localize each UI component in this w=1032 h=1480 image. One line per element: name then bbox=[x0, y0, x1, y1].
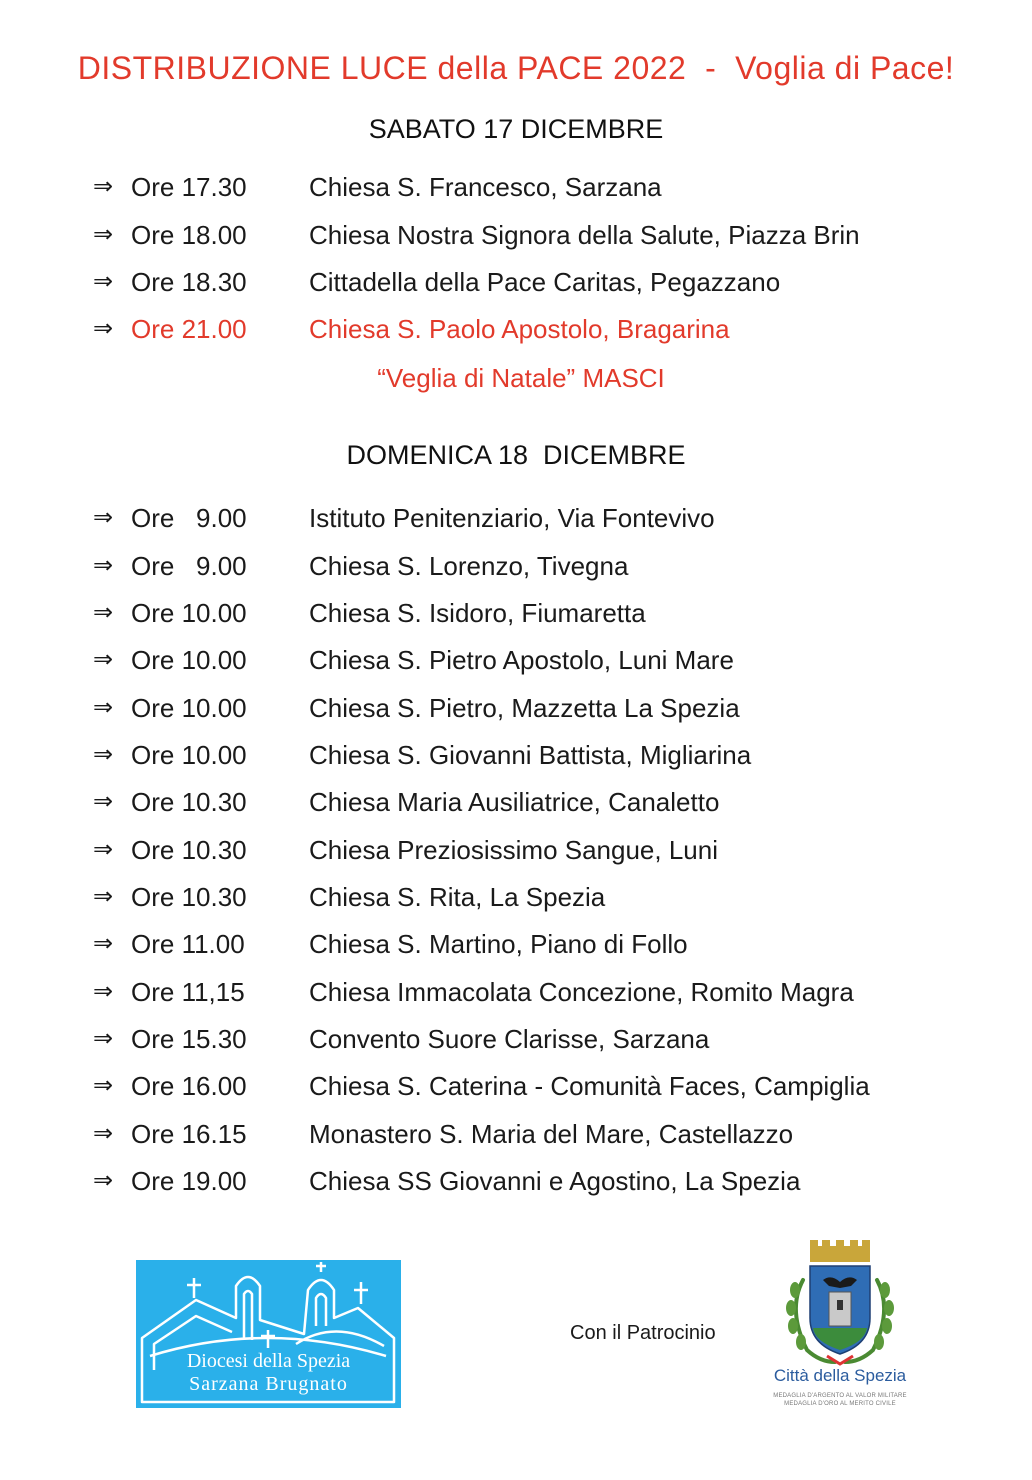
event-time: Ore 19.00 bbox=[131, 1166, 247, 1196]
list-item bbox=[0, 544, 1032, 588]
list-item bbox=[0, 591, 1032, 635]
arrow-icon: ⇒ bbox=[93, 268, 114, 295]
event-place: Chiesa S. Martino, Piano di Follo bbox=[309, 929, 688, 959]
arrow-icon: ⇒ bbox=[93, 978, 114, 1005]
list-item-highlighted bbox=[0, 307, 1032, 351]
event-place: Monastero S. Maria del Mare, Castellazzo bbox=[309, 1119, 794, 1149]
arrow-icon: ⇒ bbox=[93, 836, 114, 863]
arrow-icon: ⇒ bbox=[93, 552, 114, 579]
event-time: Ore 16.15 bbox=[131, 1119, 247, 1149]
arrow-icon: ⇒ bbox=[93, 883, 114, 910]
arrow-icon: ⇒ bbox=[93, 221, 114, 248]
event-place: Chiesa Nostra Signora della Salute, Piazza Brin bbox=[309, 220, 860, 250]
list-item bbox=[0, 165, 1032, 209]
list-item bbox=[0, 922, 1032, 966]
event-time: Ore 10.30 bbox=[131, 835, 247, 865]
diocese-name-line2: Sarzana Brugnato bbox=[189, 1373, 348, 1395]
list-item bbox=[0, 733, 1032, 777]
event-place: Convento Suore Clarisse, Sarzana bbox=[309, 1024, 710, 1054]
event-time: Ore 10.00 bbox=[131, 645, 247, 675]
event-place: Chiesa Maria Ausiliatrice, Canaletto bbox=[309, 787, 720, 817]
event-time: Ore 10.00 bbox=[131, 693, 247, 723]
arrow-icon: ⇒ bbox=[93, 1120, 114, 1147]
event-place: Cittadella della Pace Caritas, Pegazzano bbox=[309, 267, 781, 297]
list-item bbox=[0, 213, 1032, 257]
event-time: Ore 9.00 bbox=[131, 503, 247, 533]
event-place: Chiesa S. Pietro, Mazzetta La Spezia bbox=[309, 693, 740, 723]
event-place: Chiesa Preziosissimo Sangue, Luni bbox=[309, 835, 718, 865]
event-place: Chiesa S. Rita, La Spezia bbox=[309, 882, 606, 912]
arrow-icon: ⇒ bbox=[93, 173, 114, 200]
saturday-heading: SABATO 17 DICEMBRE bbox=[368, 114, 664, 144]
arrow-icon: ⇒ bbox=[93, 1025, 114, 1052]
event-place: Chiesa S. Isidoro, Fiumaretta bbox=[309, 598, 646, 628]
city-name: Città della Spezia bbox=[773, 1366, 907, 1385]
event-time: Ore 18.30 bbox=[131, 267, 247, 297]
event-time: Ore 10.30 bbox=[131, 882, 247, 912]
arrow-icon: ⇒ bbox=[93, 504, 114, 531]
event-time: Ore 11,15 bbox=[131, 977, 245, 1007]
diocese-logo bbox=[136, 1260, 401, 1408]
list-item bbox=[0, 260, 1032, 304]
list-item bbox=[0, 828, 1032, 872]
arrow-icon: ⇒ bbox=[93, 930, 114, 957]
arrow-icon: ⇒ bbox=[93, 741, 114, 768]
arrow-icon: ⇒ bbox=[93, 694, 114, 721]
patrocinio-label: Con il Patrocinio bbox=[570, 1322, 716, 1344]
arrow-icon: ⇒ bbox=[93, 599, 114, 626]
event-time: Ore 21.00 bbox=[131, 314, 247, 344]
list-item bbox=[0, 1017, 1032, 1061]
city-crest-logo bbox=[765, 1240, 915, 1415]
list-item bbox=[0, 1112, 1032, 1156]
list-item bbox=[0, 496, 1032, 540]
event-time: Ore 17.30 bbox=[131, 172, 247, 202]
list-item bbox=[0, 1064, 1032, 1108]
diocese-name-line1: Diocesi della Spezia bbox=[186, 1350, 351, 1372]
list-item bbox=[0, 970, 1032, 1014]
arrow-icon: ⇒ bbox=[93, 315, 114, 342]
event-time: Ore 10.00 bbox=[131, 740, 247, 770]
list-item bbox=[0, 686, 1032, 730]
city-medal-line1: MEDAGLIA D'ARGENTO AL VALOR MILITARE bbox=[773, 1393, 907, 1399]
arrow-icon: ⇒ bbox=[93, 646, 114, 673]
event-place: Chiesa Immacolata Concezione, Romito Magra bbox=[309, 977, 854, 1007]
event-subline: “Veglia di Natale” MASCI bbox=[377, 363, 665, 393]
arrow-icon: ⇒ bbox=[93, 1072, 114, 1099]
city-medal-line2: MEDAGLIA D'ORO AL MERITO CIVILE bbox=[784, 1401, 896, 1407]
arrow-icon: ⇒ bbox=[93, 788, 114, 815]
event-place: Istituto Penitenziario, Via Fontevivo bbox=[309, 503, 715, 533]
arrow-icon: ⇒ bbox=[93, 1167, 114, 1194]
event-place: Chiesa SS Giovanni e Agostino, La Spezia bbox=[309, 1166, 801, 1196]
event-place: Chiesa S. Lorenzo, Tivegna bbox=[309, 551, 629, 581]
list-item bbox=[0, 875, 1032, 919]
event-place: Chiesa S. Francesco, Sarzana bbox=[309, 172, 662, 202]
list-item bbox=[0, 638, 1032, 682]
event-time: Ore 10.30 bbox=[131, 787, 247, 817]
list-item bbox=[0, 1159, 1032, 1203]
event-time: Ore 16.00 bbox=[131, 1071, 247, 1101]
list-item bbox=[0, 780, 1032, 824]
event-place: Chiesa S. Caterina - Comunità Faces, Campiglia bbox=[309, 1071, 870, 1101]
event-time: Ore 18.00 bbox=[131, 220, 247, 250]
event-place: Chiesa S. Paolo Apostolo, Bragarina bbox=[309, 314, 730, 344]
page-title: DISTRIBUZIONE LUCE della PACE 2022 - Voglia di Pace! bbox=[77, 50, 955, 86]
event-time: Ore 15.30 bbox=[131, 1024, 247, 1054]
event-time: Ore 10.00 bbox=[131, 598, 247, 628]
sunday-heading: DOMENICA 18 DICEMBRE bbox=[346, 440, 686, 470]
event-place: Chiesa S. Pietro Apostolo, Luni Mare bbox=[309, 645, 734, 675]
event-time: Ore 9.00 bbox=[131, 551, 247, 581]
event-time: Ore 11.00 bbox=[131, 929, 245, 959]
crest-icon bbox=[765, 1240, 915, 1370]
event-place: Chiesa S. Giovanni Battista, Migliarina bbox=[309, 740, 752, 770]
